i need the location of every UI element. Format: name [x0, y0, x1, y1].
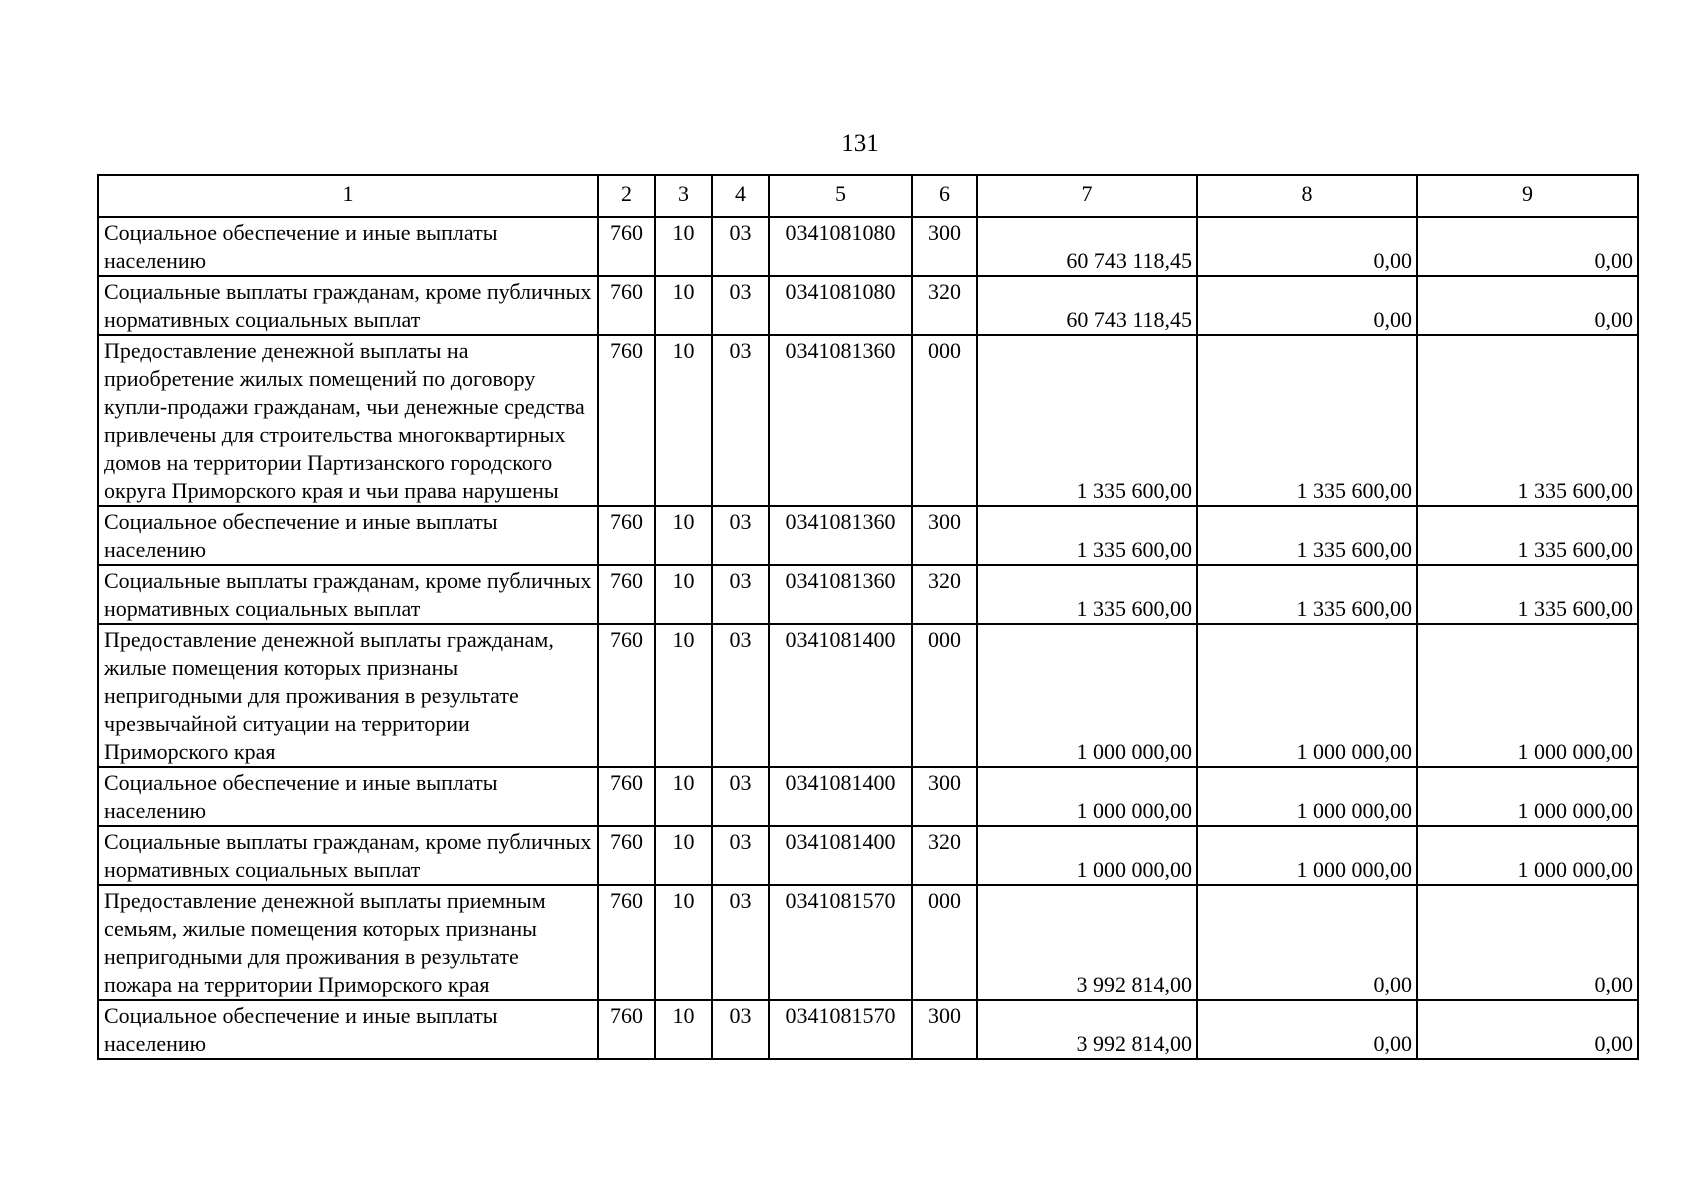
- cell-col7: 3 992 814,00: [977, 885, 1197, 1000]
- cell-col5: 0341081400: [769, 624, 912, 767]
- cell-col7: 60 743 118,45: [977, 217, 1197, 276]
- cell-col5: 0341081080: [769, 276, 912, 335]
- cell-col3: 10: [655, 1000, 712, 1059]
- cell-col3: 10: [655, 506, 712, 565]
- cell-col3: 10: [655, 565, 712, 624]
- cell-col2: 760: [598, 1000, 655, 1059]
- cell-col6: 320: [912, 826, 977, 885]
- cell-col8: 1 335 600,00: [1197, 506, 1417, 565]
- cell-col7: 1 000 000,00: [977, 624, 1197, 767]
- cell-col5: 0341081080: [769, 217, 912, 276]
- table-row: [98, 217, 1638, 276]
- column-header: 2: [598, 175, 655, 217]
- cell-col2: 760: [598, 565, 655, 624]
- table-row: [98, 885, 1638, 1000]
- cell-col6: 000: [912, 624, 977, 767]
- cell-col9: 1 335 600,00: [1417, 565, 1638, 624]
- cell-col5: 0341081360: [769, 506, 912, 565]
- table-row: [98, 1000, 1638, 1059]
- cell-col5: 0341081570: [769, 1000, 912, 1059]
- cell-col9: 0,00: [1417, 276, 1638, 335]
- cell-col7: 60 743 118,45: [977, 276, 1197, 335]
- column-header: 4: [712, 175, 769, 217]
- cell-col8: 0,00: [1197, 276, 1417, 335]
- cell-col4: 03: [712, 624, 769, 767]
- table-row: [98, 826, 1638, 885]
- cell-col4: 03: [712, 885, 769, 1000]
- cell-col9: 0,00: [1417, 885, 1638, 1000]
- cell-col8: 0,00: [1197, 217, 1417, 276]
- page-number: 131: [841, 130, 879, 157]
- cell-col7: 1 000 000,00: [977, 767, 1197, 826]
- row-name: Социальное обеспечение и иные выплаты населению: [98, 1000, 598, 1059]
- row-name: Предоставление денежной выплаты гражданам, жилые помещения которых признаны непригодными для проживания в результате чрезвычайной ситуации на территории Приморского края: [98, 624, 598, 767]
- row-name: Социальные выплаты гражданам, кроме публичных нормативных социальных выплат: [98, 276, 598, 335]
- column-header: 7: [977, 175, 1197, 217]
- cell-col6: 300: [912, 217, 977, 276]
- cell-col6: 320: [912, 565, 977, 624]
- cell-col2: 760: [598, 624, 655, 767]
- table-row: [98, 565, 1638, 624]
- cell-col6: 300: [912, 506, 977, 565]
- column-header: 3: [655, 175, 712, 217]
- table-row: [98, 624, 1638, 767]
- cell-col4: 03: [712, 217, 769, 276]
- cell-col5: 0341081360: [769, 335, 912, 506]
- cell-col6: 300: [912, 767, 977, 826]
- cell-col2: 760: [598, 335, 655, 506]
- column-header: 5: [769, 175, 912, 217]
- table-row: [98, 506, 1638, 565]
- header-row: [98, 175, 1638, 217]
- cell-col4: 03: [712, 506, 769, 565]
- cell-col4: 03: [712, 335, 769, 506]
- row-name: Предоставление денежной выплаты на приобретение жилых помещений по договору купли-продажи гражданам, чьи денежные средства привлечены для строительства многоквартирных домов на территории Партизанского городского округа Приморского края и чьи права нарушены: [98, 335, 598, 506]
- cell-col9: 1 000 000,00: [1417, 767, 1638, 826]
- cell-col8: 0,00: [1197, 1000, 1417, 1059]
- cell-col5: 0341081400: [769, 767, 912, 826]
- cell-col2: 760: [598, 276, 655, 335]
- row-name: Социальное обеспечение и иные выплаты населению: [98, 767, 598, 826]
- column-header: 6: [912, 175, 977, 217]
- cell-col4: 03: [712, 767, 769, 826]
- table-row: [98, 767, 1638, 826]
- cell-col8: 1 335 600,00: [1197, 335, 1417, 506]
- cell-col4: 03: [712, 1000, 769, 1059]
- cell-col9: 0,00: [1417, 1000, 1638, 1059]
- cell-col5: 0341081360: [769, 565, 912, 624]
- column-header: 8: [1197, 175, 1417, 217]
- cell-col9: 1 335 600,00: [1417, 335, 1638, 506]
- cell-col9: 0,00: [1417, 217, 1638, 276]
- row-name: Социальное обеспечение и иные выплаты населению: [98, 506, 598, 565]
- cell-col5: 0341081400: [769, 826, 912, 885]
- cell-col7: 1 000 000,00: [977, 826, 1197, 885]
- cell-col6: 320: [912, 276, 977, 335]
- cell-col8: 1 335 600,00: [1197, 565, 1417, 624]
- cell-col2: 760: [598, 217, 655, 276]
- cell-col4: 03: [712, 276, 769, 335]
- cell-col6: 000: [912, 335, 977, 506]
- cell-col3: 10: [655, 624, 712, 767]
- cell-col3: 10: [655, 217, 712, 276]
- column-header: 9: [1417, 175, 1638, 217]
- cell-col8: 1 000 000,00: [1197, 624, 1417, 767]
- table-row: [98, 335, 1638, 506]
- cell-col9: 1 335 600,00: [1417, 506, 1638, 565]
- row-name: Социальные выплаты гражданам, кроме публичных нормативных социальных выплат: [98, 565, 598, 624]
- cell-col6: 000: [912, 885, 977, 1000]
- row-name: Социальное обеспечение и иные выплаты населению: [98, 217, 598, 276]
- cell-col2: 760: [598, 767, 655, 826]
- cell-col9: 1 000 000,00: [1417, 624, 1638, 767]
- cell-col8: 1 000 000,00: [1197, 826, 1417, 885]
- cell-col3: 10: [655, 335, 712, 506]
- cell-col5: 0341081570: [769, 885, 912, 1000]
- cell-col2: 760: [598, 826, 655, 885]
- cell-col9: 1 000 000,00: [1417, 826, 1638, 885]
- cell-col4: 03: [712, 826, 769, 885]
- cell-col7: 1 335 600,00: [977, 565, 1197, 624]
- cell-col7: 1 335 600,00: [977, 506, 1197, 565]
- cell-col7: 1 335 600,00: [977, 335, 1197, 506]
- cell-col8: 0,00: [1197, 885, 1417, 1000]
- cell-col3: 10: [655, 885, 712, 1000]
- row-name: Предоставление денежной выплаты приемным семьям, жилые помещения которых признаны непригодными для проживания в результате пожара на территории Приморского края: [98, 885, 598, 1000]
- cell-col6: 300: [912, 1000, 977, 1059]
- cell-col4: 03: [712, 565, 769, 624]
- cell-col2: 760: [598, 506, 655, 565]
- cell-col2: 760: [598, 885, 655, 1000]
- row-name: Социальные выплаты гражданам, кроме публичных нормативных социальных выплат: [98, 826, 598, 885]
- table-row: [98, 276, 1638, 335]
- cell-col3: 10: [655, 767, 712, 826]
- column-header: 1: [98, 175, 598, 217]
- cell-col8: 1 000 000,00: [1197, 767, 1417, 826]
- cell-col3: 10: [655, 826, 712, 885]
- budget-table: [97, 174, 1639, 1060]
- cell-col3: 10: [655, 276, 712, 335]
- cell-col7: 3 992 814,00: [977, 1000, 1197, 1059]
